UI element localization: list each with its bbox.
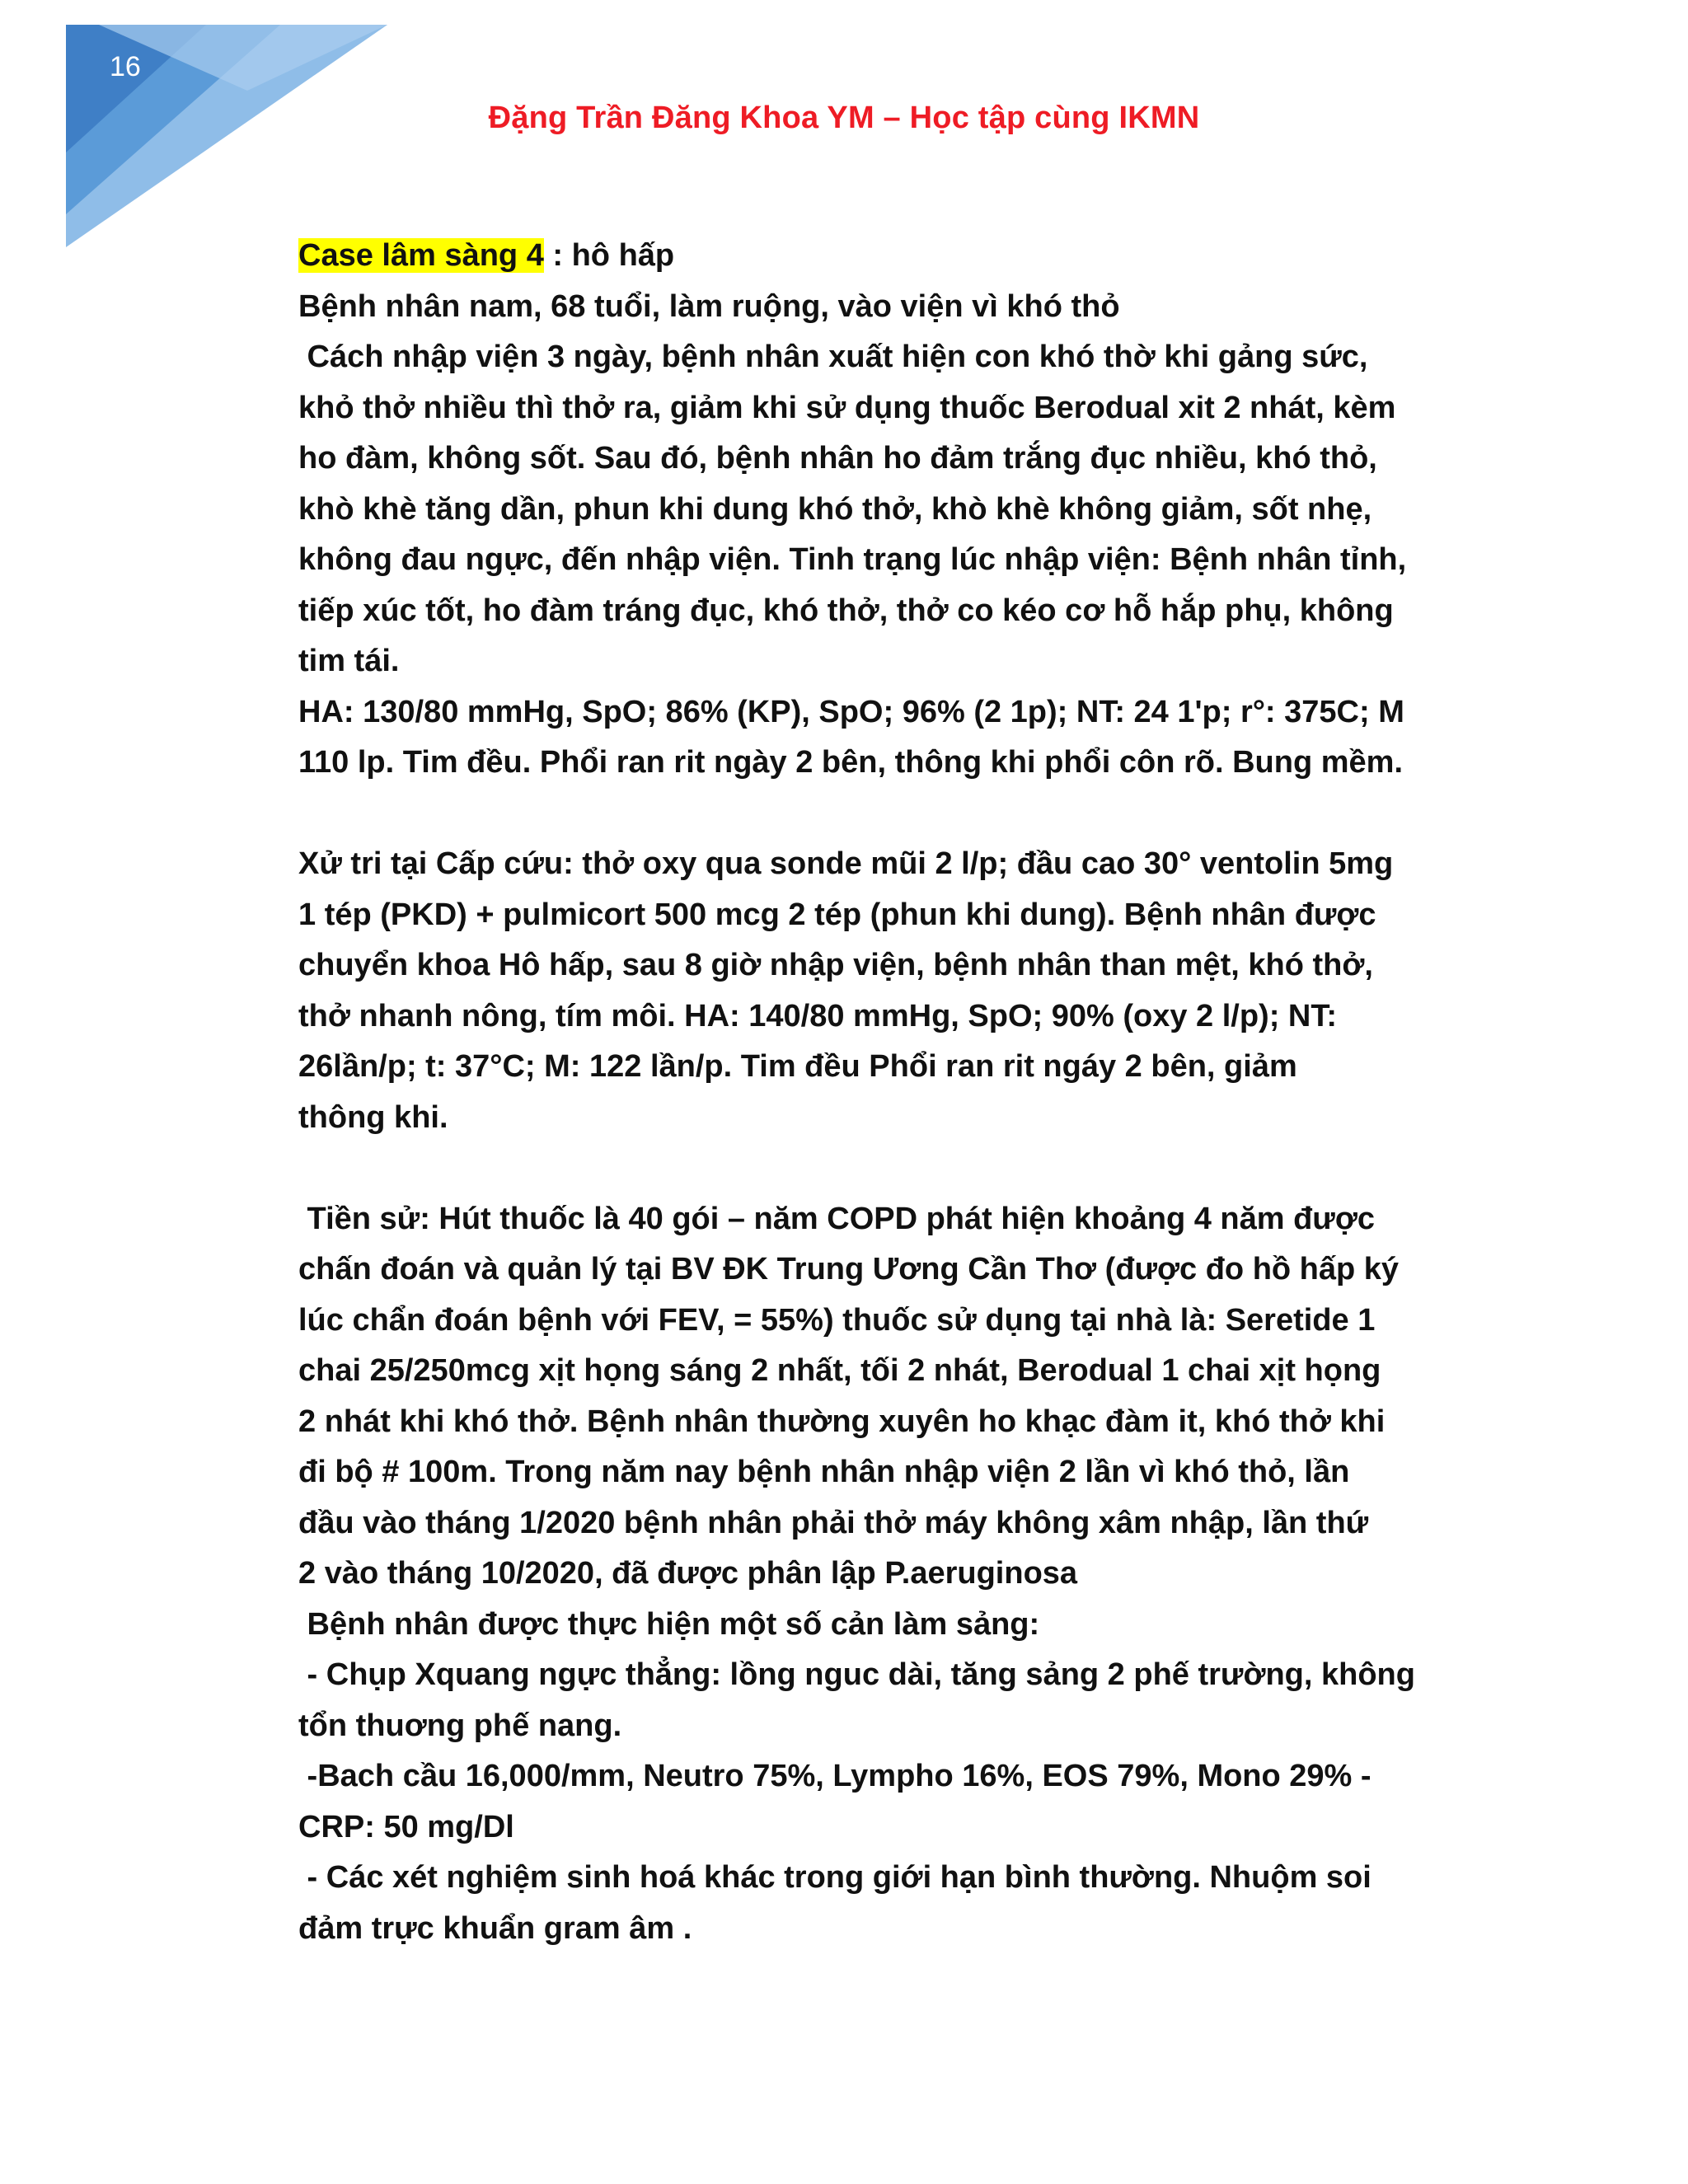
body-line: CRP: 50 mg/Dl: [298, 1809, 514, 1844]
case-title-highlight: Case lâm sàng 4: [298, 238, 544, 273]
body-lines: [298, 282, 1518, 1955]
body-line: Xử tri tại Cấp cứu: thở oxy qua sonde mũi 2 l/p; đầu cao 30° ventolin 5mg: [298, 846, 1394, 881]
body-line: khò khè tăng dần, phun khi dung khó thở, khò khè không giảm, sốt nhẹ,: [298, 491, 1372, 527]
body-line: tim tái.: [298, 644, 400, 678]
body-line: Bệnh nhân được thực hiện một số cản làm sảng:: [298, 1606, 1040, 1642]
body-line: 1 tép (PKD) + pulmicort 500 mcg 2 tép (phun khi dung). Bệnh nhân được: [298, 897, 1376, 932]
body-line: -Bach cầu 16,000/mm, Neutro 75%, Lympho 16%, EOS 79%, Mono 29% -: [298, 1759, 1372, 1793]
body-line: - Các xét nghiệm sinh hoá khác trong giới hạn bình thường. Nhuộm soi: [298, 1860, 1372, 1895]
page-header: Đặng Trần Đăng Khoa YM – Học tập cùng IKMN: [488, 101, 1200, 135]
body-line: HA: 130/80 mmHg, SpO; 86% (KP), SpO; 96% (2 1p); NT: 24 1'p; r°: 375C; M: [298, 694, 1404, 729]
body-line: tổn thuơng phế nang.: [298, 1708, 622, 1743]
body-line: - Chụp Xquang ngực thẳng: lồng nguc dài, tăng sảng 2 phế trường, không: [298, 1657, 1415, 1692]
blank-line: [298, 1143, 1518, 1194]
body-line: lúc chẩn đoán bệnh với FEV, = 55%) thuốc sử dụng tại nhà là: Seretide 1: [298, 1302, 1376, 1338]
body-line: 26lần/p; t: 37°C; M: 122 lần/p. Tim đều Phổi ran rit ngáy 2 bên, giảm: [298, 1049, 1297, 1084]
body-line: khỏ thở nhiều thì thở ra, giảm khi sử dụng thuốc Berodual xit 2 nhát, kèm: [298, 390, 1396, 425]
body-line: đảm trực khuẩn gram âm .: [298, 1910, 692, 1946]
page-number: 16: [110, 51, 141, 82]
body-line: ho đàm, không sốt. Sau đó, bệnh nhân ho đảm trắng đục nhiều, khó thỏ,: [298, 441, 1377, 476]
blank-line: [298, 789, 1518, 840]
case-title-rest: : hô hấp: [543, 238, 675, 273]
body-line: chuyển khoa Hô hấp, sau 8 giờ nhập viện, bệnh nhân than mệt, khó thở,: [298, 948, 1373, 982]
body-line: chai 25/250mcg xịt họng sáng 2 nhất, tối 2 nhát, Berodual 1 chai xịt họng: [298, 1353, 1381, 1388]
body-line: Bệnh nhân nam, 68 tuổi, làm ruộng, vào viện vì khó thỏ: [298, 288, 1120, 324]
document-body: [298, 231, 1518, 1954]
body-line: 110 lp. Tim đều. Phổi ran rit ngày 2 bên, thông khi phổi côn rõ. Bung mềm.: [298, 745, 1404, 780]
body-line: 2 nhát khi khó thở. Bệnh nhân thường xuyên ho khạc đàm it, khó thở khi: [298, 1404, 1386, 1439]
body-line: thông khi.: [298, 1099, 448, 1135]
body-line: thở nhanh nông, tím môi. HA: 140/80 mmHg, SpO; 90% (oxy 2 l/p); NT:: [298, 998, 1338, 1033]
body-line: không đau ngực, đến nhập viện. Tinh trạng lúc nhập viện: Bệnh nhân tỉnh,: [298, 542, 1407, 577]
body-line: Cách nhập viện 3 ngày, bệnh nhân xuất hiện con khó thờ khi gảng sức,: [298, 340, 1368, 374]
body-line: Tiền sử: Hút thuốc là 40 gói – năm COPD phát hiện khoảng 4 năm được: [298, 1201, 1375, 1236]
body-line: đầu vào tháng 1/2020 bệnh nhân phải thở máy không xâm nhập, lần thứ: [298, 1505, 1369, 1540]
body-line: tiếp xúc tốt, ho đàm tráng đục, khó thở, thở co kéo cơ hỗ hắp phụ, không: [298, 593, 1394, 628]
body-line: đi bộ # 100m. Trong năm nay bệnh nhân nhập viện 2 lần vì khó thỏ, lần: [298, 1455, 1350, 1489]
case-title: [298, 231, 1518, 282]
body-line: chấn đoán và quản lý tại BV ĐK Trung Ương Cần Thơ (được đo hồ hấp ký: [298, 1252, 1400, 1286]
body-line: 2 vào tháng 10/2020, đã được phân lập P.aeruginosa: [298, 1556, 1078, 1591]
